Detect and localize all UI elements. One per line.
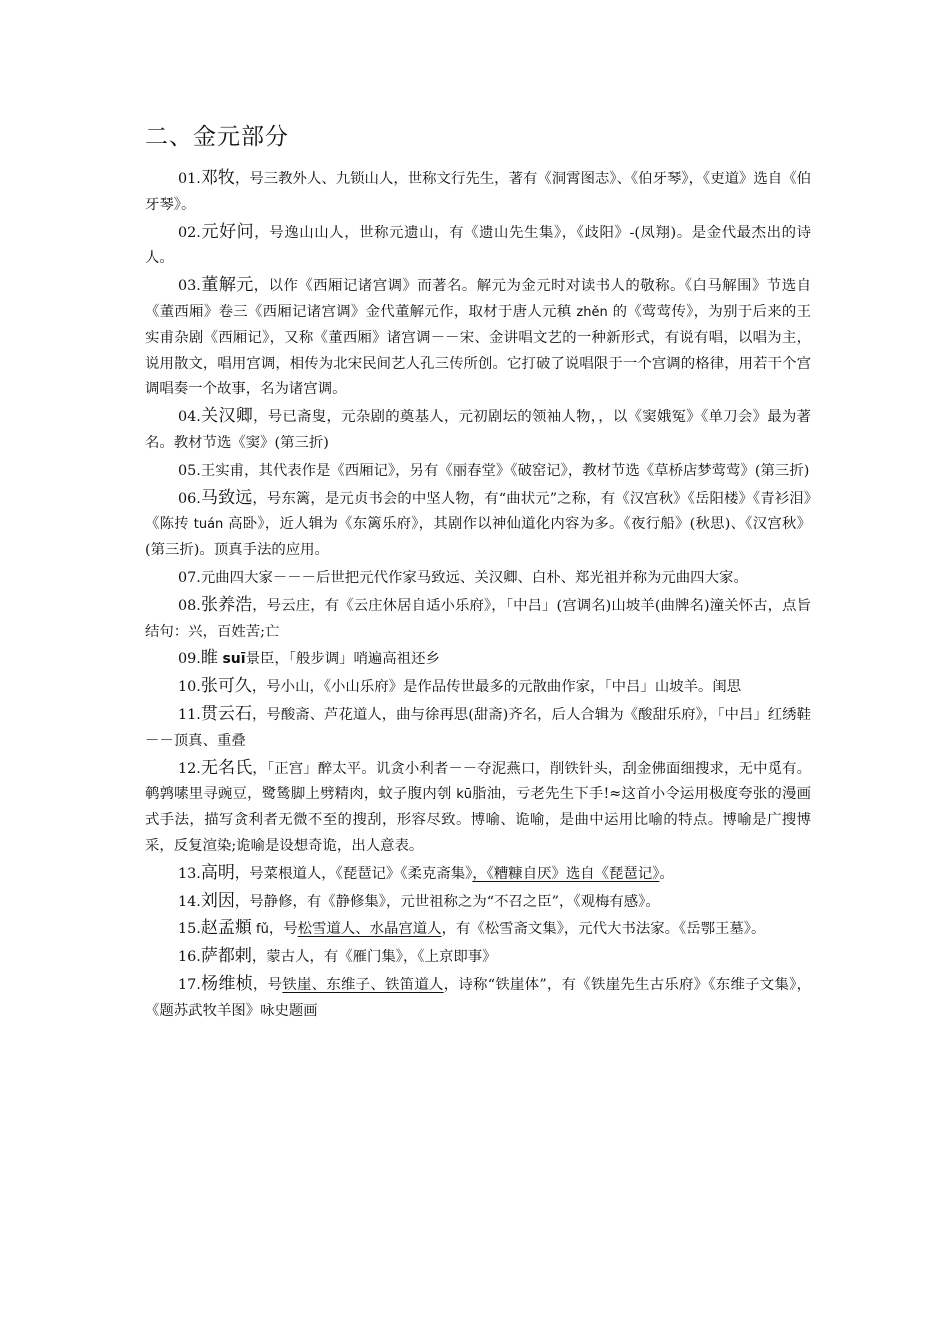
author-name: 关汉卿 — [200, 406, 254, 427]
author-name: 邓牧 — [200, 168, 235, 188]
author-name: 睢 — [200, 648, 218, 669]
entry-17: 17.杨维桢，号铁崖、东维子、铁笛道人，诗称“铁崖体”，有《铁崖先生古乐府》《东维子文集》，《题苏武牧羊图》咏史题画 — [145, 973, 811, 1019]
pinyin: zhěn — [576, 304, 608, 320]
entry-15: 15.赵孟頫 fǔ，号松雪道人、水晶宫道人，有《松雪斋文集》，元代大书法家。《岳鄂王墓》。 — [178, 918, 766, 939]
author-name: 贯云石 — [200, 703, 252, 724]
entry-05: 05.王实甫，其代表作是《西厢记》，另有《丽春堂》《破窑记》，教材节选《草桥店梦莺莺》(第三折) — [178, 462, 810, 479]
entry-08: 08.张养浩，号云庄，有《云庄休居自适小乐府》，「中吕」(宫调名)山坡羊(曲牌名)潼关怀古，点旨结句：兴，百姓苦;亡 — [145, 594, 811, 640]
author-name: 萨都剌 — [200, 946, 252, 967]
entry-01: 01.邓牧，号三教外人、九锁山人，世称文行先生，著有《洞霄图志》、《伯牙琴》，《吏道》选自《伯牙琴》。 — [145, 168, 811, 213]
pinyin: fǔ — [251, 922, 269, 938]
entry-04: 04.关汉卿，号已斋叟，元杂剧的奠基人，元初剧坛的领袖人物，，以《窦娥冤》《单刀会》最为著名。教材节选《窦》(第三折) — [145, 406, 811, 451]
entry-02: 02.元好问，号逸山山人，世称元遗山，有《遗山先生集》，《歧阳》-(凤翔)。是金代最杰出的诗人。 — [145, 221, 812, 267]
author-name: 董解元 — [200, 275, 254, 296]
underlined-text: 松雪道人、水晶宫道人 — [297, 921, 442, 938]
author-name: 杨维桢 — [200, 973, 253, 994]
pinyin: tuán — [193, 517, 224, 533]
author-name: 无名氏 — [200, 757, 253, 778]
entry-11: 11.贯云石，号酸斋、芦花道人，曲与徐再思(甜斋)齐名，后人合辑为《酸甜乐府》，「中吕」红绣鞋－－顶真、重叠 — [145, 703, 811, 749]
section-title: 二、金元部分 — [145, 124, 289, 150]
underlined-text: 铁崖、东维子、铁笛道人 — [282, 976, 444, 993]
author-name: 马致远 — [200, 487, 253, 508]
entry-10: 10.张可久，号小山，《小山乐府》是作品传世最多的元散曲作家，「中吕」山坡羊。闺思 — [178, 676, 742, 697]
author-name: 张可久 — [200, 676, 252, 697]
entry-16: 16.萨都剌，蒙古人，有《雁门集》，《上京即事》 — [178, 946, 497, 967]
entry-03: 03.董解元，以作《西厢记诸宫调》而著名。解元为金元时对读书人的敬称。《白马解围》节选自《董西厢》卷三《西厢记诸宫调》金代董解元作，取材于唐人元稹 zhěn 的《莺莺传》，为别于后来的王实甫杂剧《西厢记》，又称《董西厢》诸宫调－－宋、金讲唱文艺的一种新形式，有说有唱，以唱为主，说用散文，唱用宫调，相传为北宋民间艺人孔三传所创。它打破了说唱限于一个宫调的格律，用若干个宫调唱奏一个故事，名为诸宫调。 — [145, 275, 811, 398]
author-name: 高明 — [200, 862, 235, 883]
entry-09: 09.睢 suī景臣，「般步调」哨遍高祖还乡 — [178, 648, 440, 669]
pinyin: suī — [222, 651, 246, 668]
author-name: 赵孟頫 — [200, 918, 252, 939]
entry-13: 13.高明，号菜根道人，《琵琶记》《柔克斋集》，《糟糠自厌》选自《琵琶记》。 — [178, 862, 674, 883]
author-name: 张养浩 — [200, 594, 253, 615]
entry-06: 06.马致远，号东篱，是元贞书会的中坚人物，有“曲状元”之称，有《汉宫秋》《岳阳楼》《青衫泪》《陈抟 tuán 高卧》，近人辑为《东篱乐府》，其剧作以神仙道化内容为多。《夜行船》(秋思)、《汉宫秋》(第三折)。顶真手法的应用。 — [145, 487, 811, 559]
pinyin: kū — [456, 787, 472, 803]
entry-07: 07.元曲四大家－－－后世把元代作家马致远、关汉卿、白朴、郑光祖并称为元曲四大家。 — [178, 569, 748, 586]
entry-list — [145, 166, 811, 1026]
entry-12: 12.无名氏，「正宫」醉太平。讥贪小利者－－夺泥燕口，削铁针头，刮金佛面细搜求，无中觅有。鹌鹑嗉里寻豌豆，鹭鸶脚上劈精肉，蚊子腹内刳 kū脂油，亏老先生下手!≈这首小令运用极度夸张的漫画式手法，描写贪利者无微不至的搜刮，形容尽致。博喻、诡喻，是曲中运用比喻的特点。博喻是广搜博采，反复渲染;诡喻是设想奇诡，出人意表。 — [145, 757, 812, 854]
author-name: 元好问 — [200, 221, 255, 242]
entry-14: 14.刘因，号静修，有《静修集》，元世祖称之为“不召之臣”，《观梅有感》。 — [178, 890, 660, 911]
underlined-text: ，《糟糠自厌》选自《琵琶记》 — [472, 865, 660, 882]
author-name: 刘因 — [200, 890, 235, 911]
